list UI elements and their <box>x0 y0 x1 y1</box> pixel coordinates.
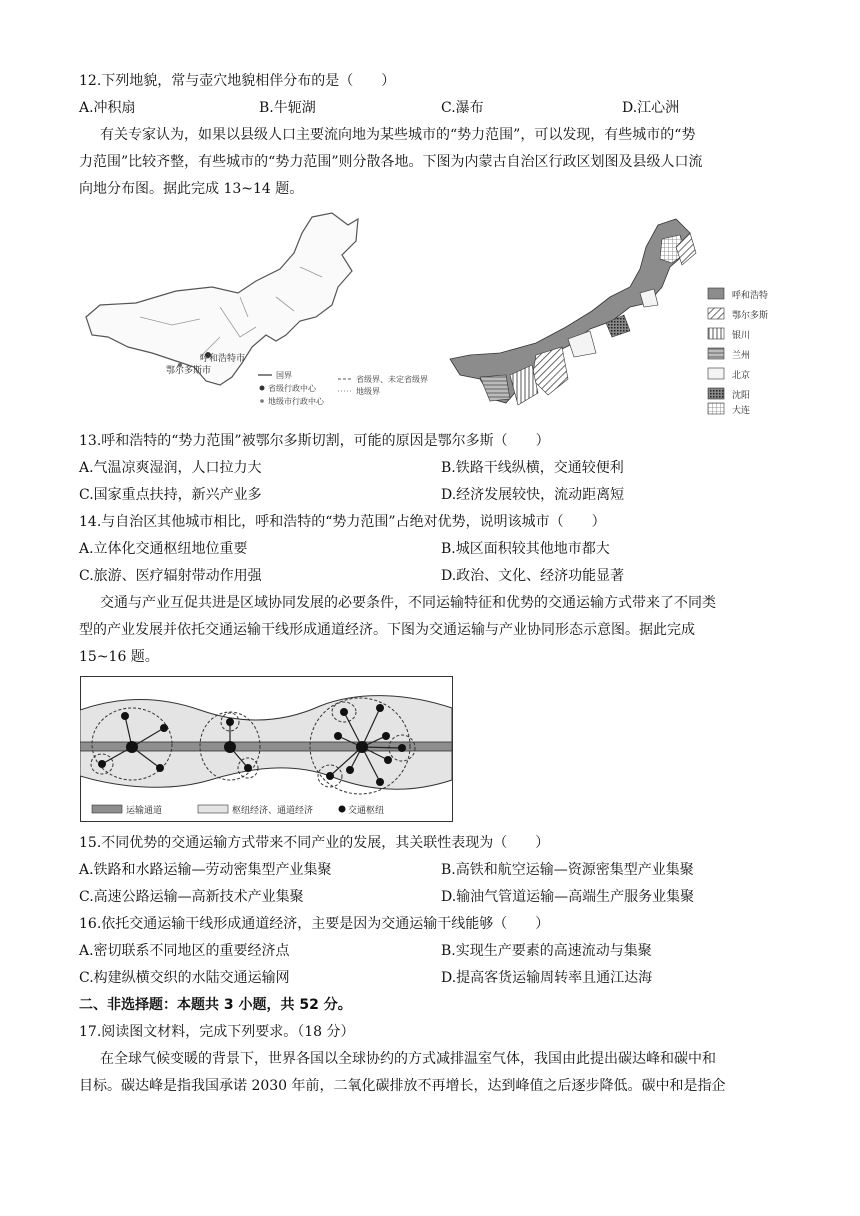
legend-national-border: 国界 <box>276 371 292 380</box>
legend-ordos: 鄂尔多斯 <box>732 311 769 321</box>
flow-map-base <box>450 219 690 403</box>
q13-option-a: A.气温凉爽湿润，人口拉力大 <box>79 460 262 476</box>
q15-option-a: A.铁路和水路运输—劳动密集型产业集聚 <box>79 862 332 878</box>
legend-provincial-center: 省级行政中心 <box>268 384 316 393</box>
q14-option-a: A.立体化交通枢纽地位重要 <box>79 541 248 557</box>
q12-stem: 12.下列地貌，常与壶穴地貌相伴分布的是（ ） <box>79 73 396 89</box>
q17-line2: 目标。碳达峰是指我国承诺 2030 年前，二氧化碳排放不再增长，达到峰值之后逐步降低。碳中和是指企 <box>79 1078 726 1094</box>
population-flow-map <box>440 207 785 417</box>
legend-prefecture-border: 地级界 <box>356 387 380 396</box>
q16-option-c: C.构建纵横交织的水陆交通运输网 <box>79 970 290 986</box>
q17-stem: 17.阅读图文材料，完成下列要求。（18 分） <box>79 1024 355 1040</box>
intro15-line3: 15~16 题。 <box>79 649 159 665</box>
intro15-line1: 交通与产业互促共进是区域协同发展的必要条件，不同运输特征和优势的交通运输方式带来了不同类 <box>100 595 716 611</box>
legend-provincial-border: 省级界、未定省级界 <box>356 375 428 384</box>
q16-option-d: D.提高客货运输周转率且通江达海 <box>441 970 653 986</box>
q12-option-a: A.冲积扇 <box>79 100 136 116</box>
q15-option-d: D.输油气管道运输—高端生产服务业集聚 <box>441 889 695 905</box>
q14-stem: 14.与自治区其他城市相比，呼和浩特的“势力范围”占绝对优势，说明该城市（ ） <box>79 514 606 530</box>
q16-option-b: B.实现生产要素的高速流动与集聚 <box>441 943 652 959</box>
legend-yinchuan: 银川 <box>732 331 751 341</box>
transport-industry-diagram <box>80 676 453 822</box>
q17-line1: 在全球气候变暖的背景下，世界各国以全球协约的方式减排温室气体，我国由此提出碳达峰和碳中和 <box>100 1051 716 1067</box>
intro13-line2: 力范围”比较齐整，有些城市的“势力范围”则分散各地。下图为内蒙古自治区行政区划图及县级人口流 <box>79 154 703 170</box>
q13-option-b: B.铁路干线纵横，交通较便利 <box>441 460 624 476</box>
intro15-line2: 型的产业发展并依托交通运输干线形成通道经济。下图为交通运输与产业协同形态示意图。据此完成 <box>79 622 695 638</box>
q13-option-d: D.经济发展较快，流动距离短 <box>441 487 625 503</box>
q12-option-b: B.牛轭湖 <box>259 100 316 116</box>
q14-option-c: C.旅游、医疗辐射带动作用强 <box>79 568 262 584</box>
intro13-line1: 有关专家认为，如果以县级人口主要流向地为某些城市的“势力范围”，可以发现，有些城市的“势 <box>100 127 696 143</box>
legend-hub-corridor-economy: 枢纽经济、通道经济 <box>232 806 314 816</box>
q15-option-b: B.高铁和航空运输—资源密集型产业集聚 <box>441 862 694 878</box>
legend-dalian: 大连 <box>732 406 751 416</box>
legend-shenyang: 沈阳 <box>732 391 751 401</box>
q15-stem: 15.不同优势的交通运输方式带来不同产业的发展，其关联性表现为（ ） <box>79 835 550 851</box>
q13-option-c: C.国家重点扶持，新兴产业多 <box>79 487 262 503</box>
map-city-hohhot: 呼和浩特市 <box>200 354 246 364</box>
q14-option-d: D.政治、文化、经济功能显著 <box>441 568 625 584</box>
inner-mongolia-admin-map <box>80 207 440 412</box>
q16-stem: 16.依托交通运输干线形成通道经济，主要是因为交通运输干线能够（ ） <box>79 916 550 932</box>
intro13-line3: 向地分布图。据此完成 13~14 题。 <box>79 181 304 197</box>
section2-title: 二、非选择题：本题共 3 小题，共 52 分。 <box>79 997 352 1013</box>
q16-option-a: A.密切联系不同地区的重要经济点 <box>79 943 290 959</box>
q14-option-b: B.城区面积较其他地市都大 <box>441 541 610 557</box>
legend-transport-hub: 交通枢纽 <box>348 806 385 816</box>
legend-hohhot: 呼和浩特 <box>732 291 769 301</box>
q12-option-d: D.江心洲 <box>622 100 680 116</box>
legend-prefecture-center: 地级市行政中心 <box>268 397 324 406</box>
q13-stem: 13.呼和浩特的“势力范围”被鄂尔多斯切割，可能的原因是鄂尔多斯（ ） <box>79 433 550 449</box>
legend-transport-channel: 运输通道 <box>126 806 163 816</box>
map-city-ordos: 鄂尔多斯市 <box>166 366 212 376</box>
legend-lanzhou: 兰州 <box>732 351 751 361</box>
legend-beijing: 北京 <box>732 371 751 381</box>
q12-option-c: C.瀑布 <box>441 100 484 116</box>
q15-option-c: C.高速公路运输—高新技术产业集聚 <box>79 889 304 905</box>
